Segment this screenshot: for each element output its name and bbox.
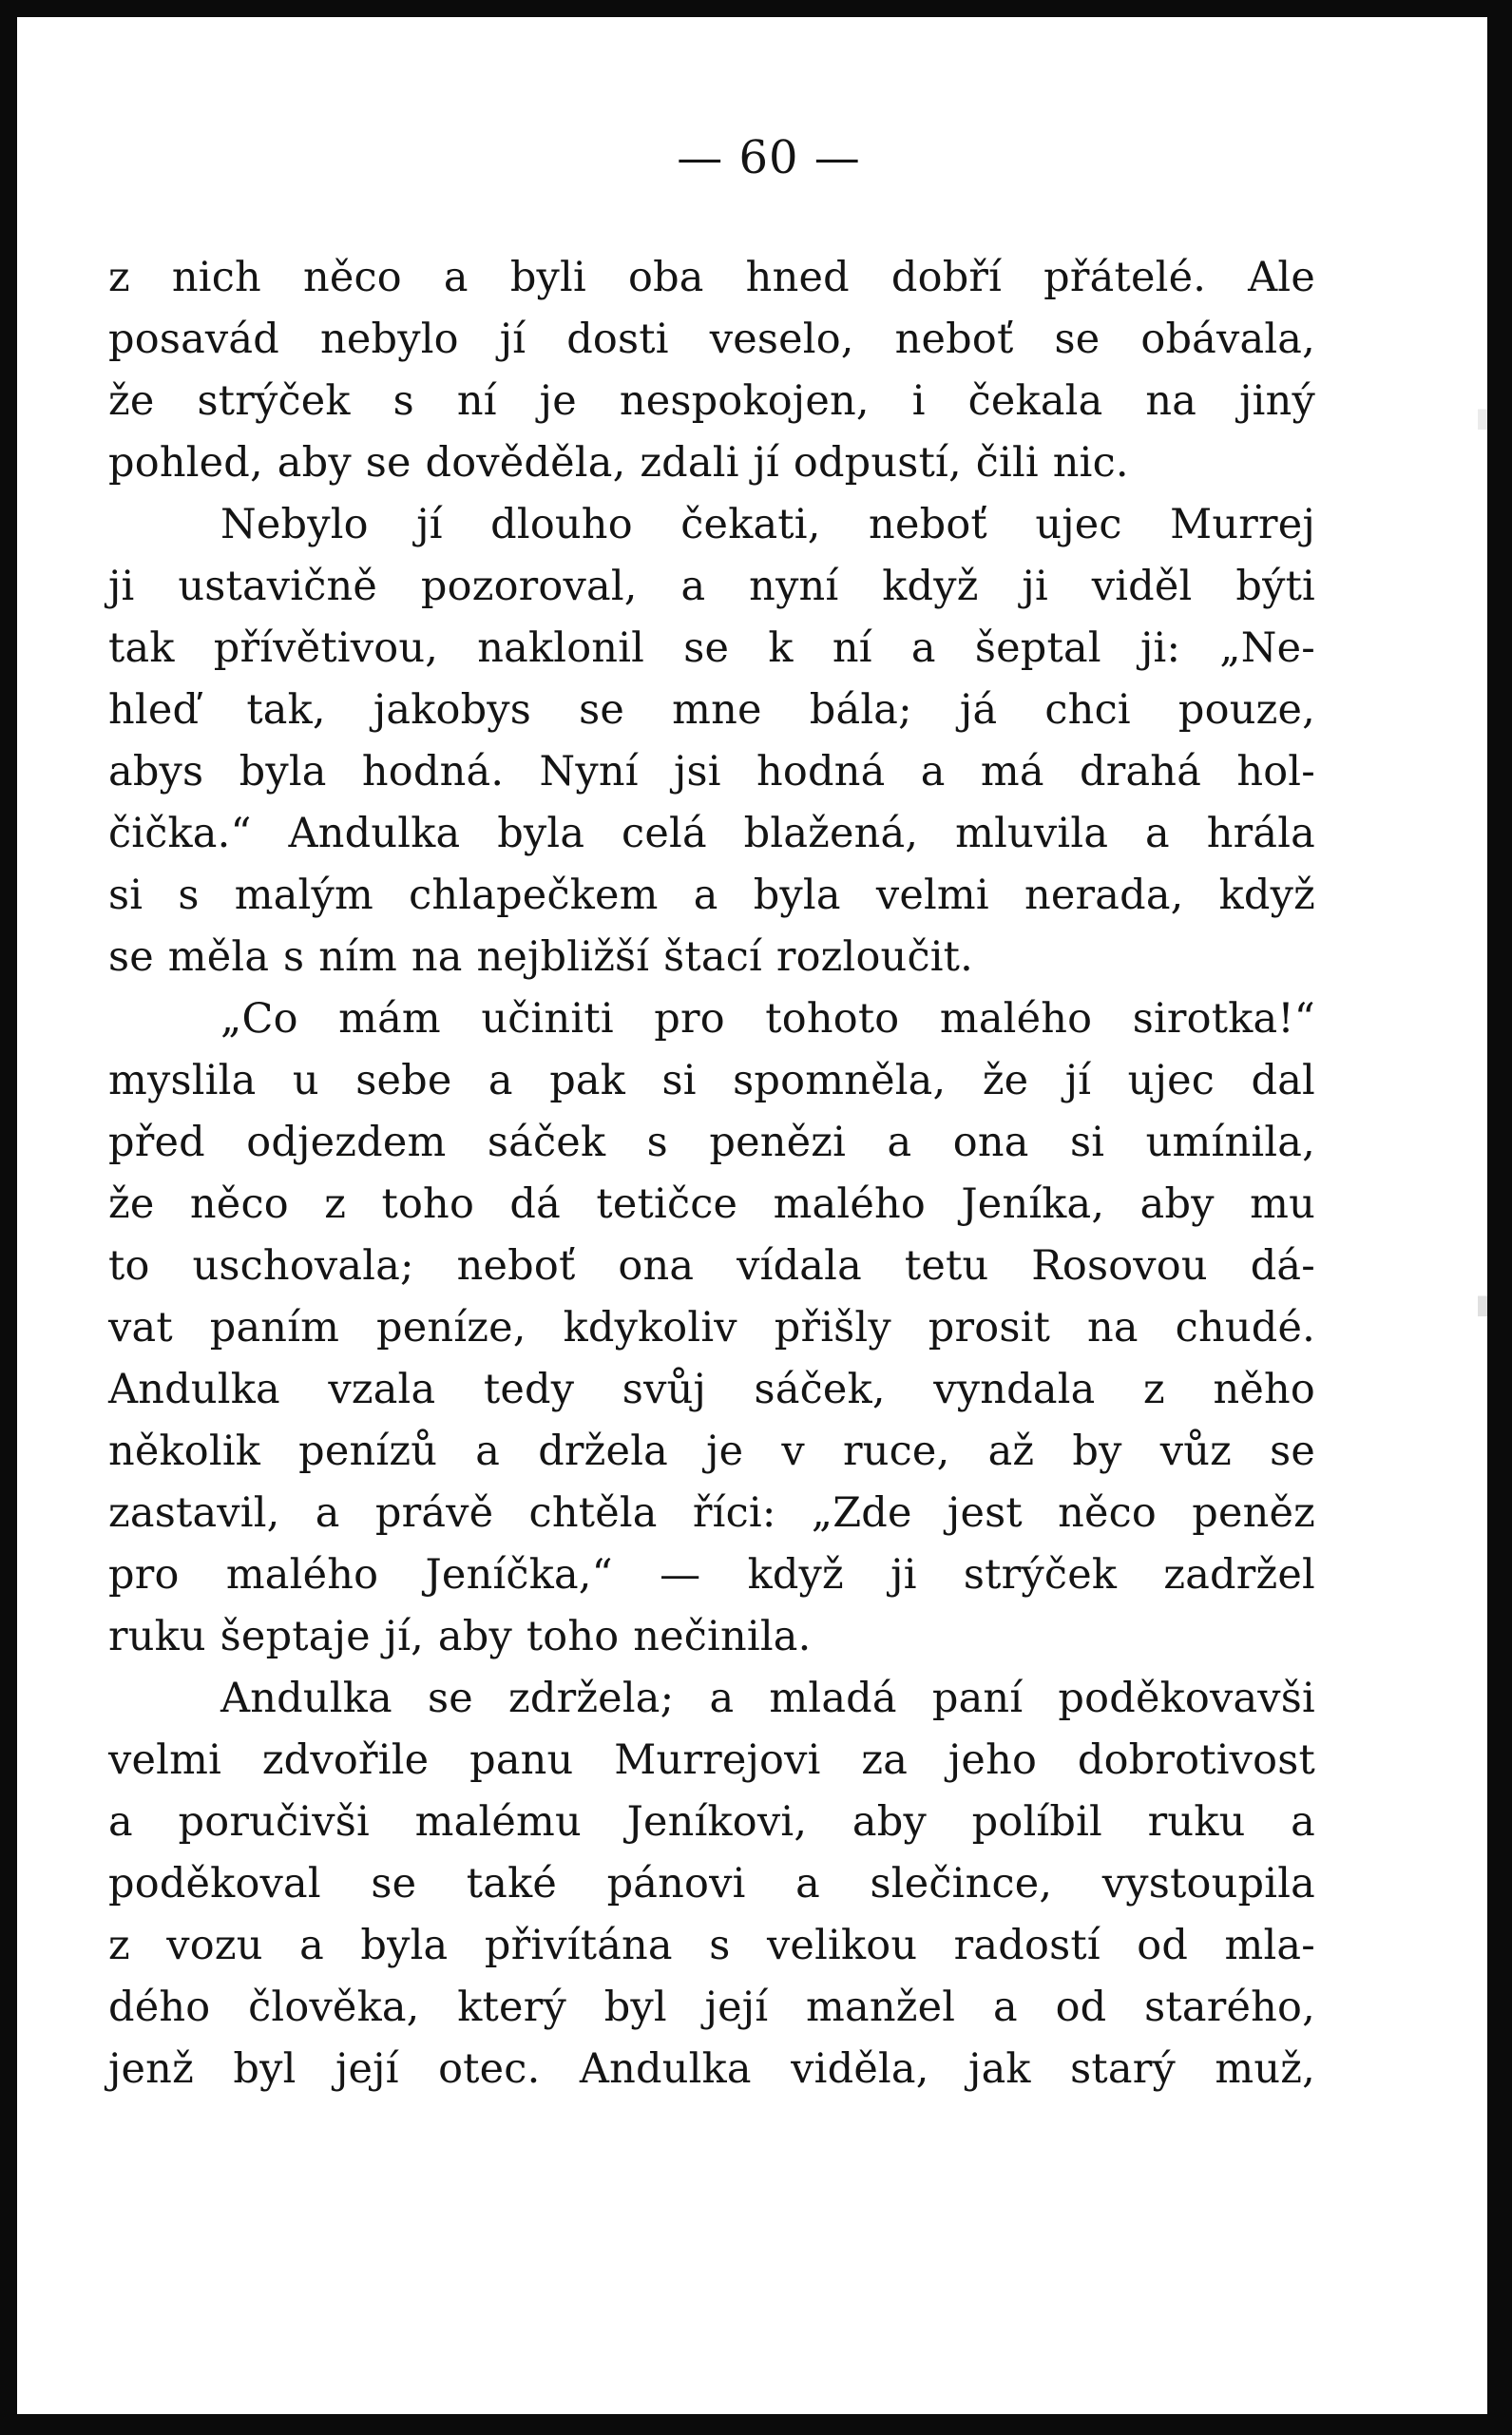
- text-line: to uschovala; neboť ona vídala tetu Rosovou dá-: [108, 1242, 1315, 1290]
- text-line: ji ustavičně pozoroval, a nyní když ji viděl býti: [108, 563, 1315, 610]
- text-line: posavád nebylo jí dosti veselo, neboť se obávala,: [108, 316, 1315, 363]
- text-line: a poručivši malému Jeníkovi, aby políbil ruku a: [108, 1798, 1315, 1846]
- text-line: před odjezdem sáček s penězi a ona si umínila,: [108, 1119, 1315, 1166]
- text-line: zastavil, a právě chtěla říci: „Zde jest něco peněz: [108, 1489, 1315, 1537]
- text-line: tak přívětivou, naklonil se k ní a šeptal ji: „Ne-: [108, 624, 1315, 672]
- text-line: dého člověka, který byl její manžel a od starého,: [108, 1984, 1315, 2031]
- text-line: myslila u sebe a pak si spomněla, že jí ujec dal: [108, 1057, 1315, 1104]
- text-line: že strýček s ní je nespokojen, i čekala na jiný: [108, 377, 1315, 425]
- text-line: Andulka se zdržela; a mladá paní poděkovavši: [220, 1675, 1315, 1722]
- text-line: ruku šeptaje jí, aby toho nečinila.: [108, 1613, 812, 1660]
- text-line: „Co mám učiniti pro tohoto malého sirotka!“: [220, 995, 1315, 1043]
- text-line: velmi zdvořile panu Murrejovi za jeho dobrotivost: [108, 1736, 1315, 1784]
- text-line: Nebylo jí dlouho čekati, neboť ujec Murrej: [220, 501, 1315, 548]
- text-line: několik penízů a držela je v ruce, až by vůz se: [108, 1428, 1315, 1475]
- book-page: [108, 131, 1315, 2100]
- text-line: čička.“ Andulka byla celá blažená, mluvila a hrála: [108, 810, 1315, 857]
- page-number: — 60 —: [677, 131, 861, 184]
- text-line: hleď tak, jakobys se mne bála; já chci pouze,: [108, 686, 1315, 734]
- text-line: z nich něco a byli oba hned dobří přátelé. Ale: [108, 254, 1315, 301]
- page-edge-shadow: [1478, 162, 1487, 2224]
- text-line: se měla s ním na nejbližší štací rozloučit.: [108, 933, 974, 981]
- text-line: z vozu a byla přivítána s velikou radostí od mla-: [108, 1922, 1315, 1969]
- text-line: jenž byl její otec. Andulka viděla, jak starý muž,: [108, 2045, 1315, 2093]
- text-line: pro malého Jeníčka,“ — když ji strýček zadržel: [108, 1551, 1315, 1599]
- text-line: poděkoval se také pánovi a slečince, vystoupila: [108, 1860, 1315, 1908]
- page-body-text: [108, 247, 1315, 2100]
- text-line: abys byla hodná. Nyní jsi hodná a má drahá hol-: [108, 748, 1315, 796]
- text-line: si s malým chlapečkem a byla velmi nerada, když: [108, 872, 1315, 919]
- text-line: vat paním peníze, kdykoliv přišly prosit na chudé.: [108, 1304, 1315, 1352]
- text-line: že něco z toho dá tetičce malého Jeníka, aby mu: [108, 1180, 1315, 1228]
- text-line: Andulka vzala tedy svůj sáček, vyndala z něho: [108, 1366, 1315, 1413]
- text-line: pohled, aby se dověděla, zdali jí odpustí, čili nic.: [108, 439, 1129, 487]
